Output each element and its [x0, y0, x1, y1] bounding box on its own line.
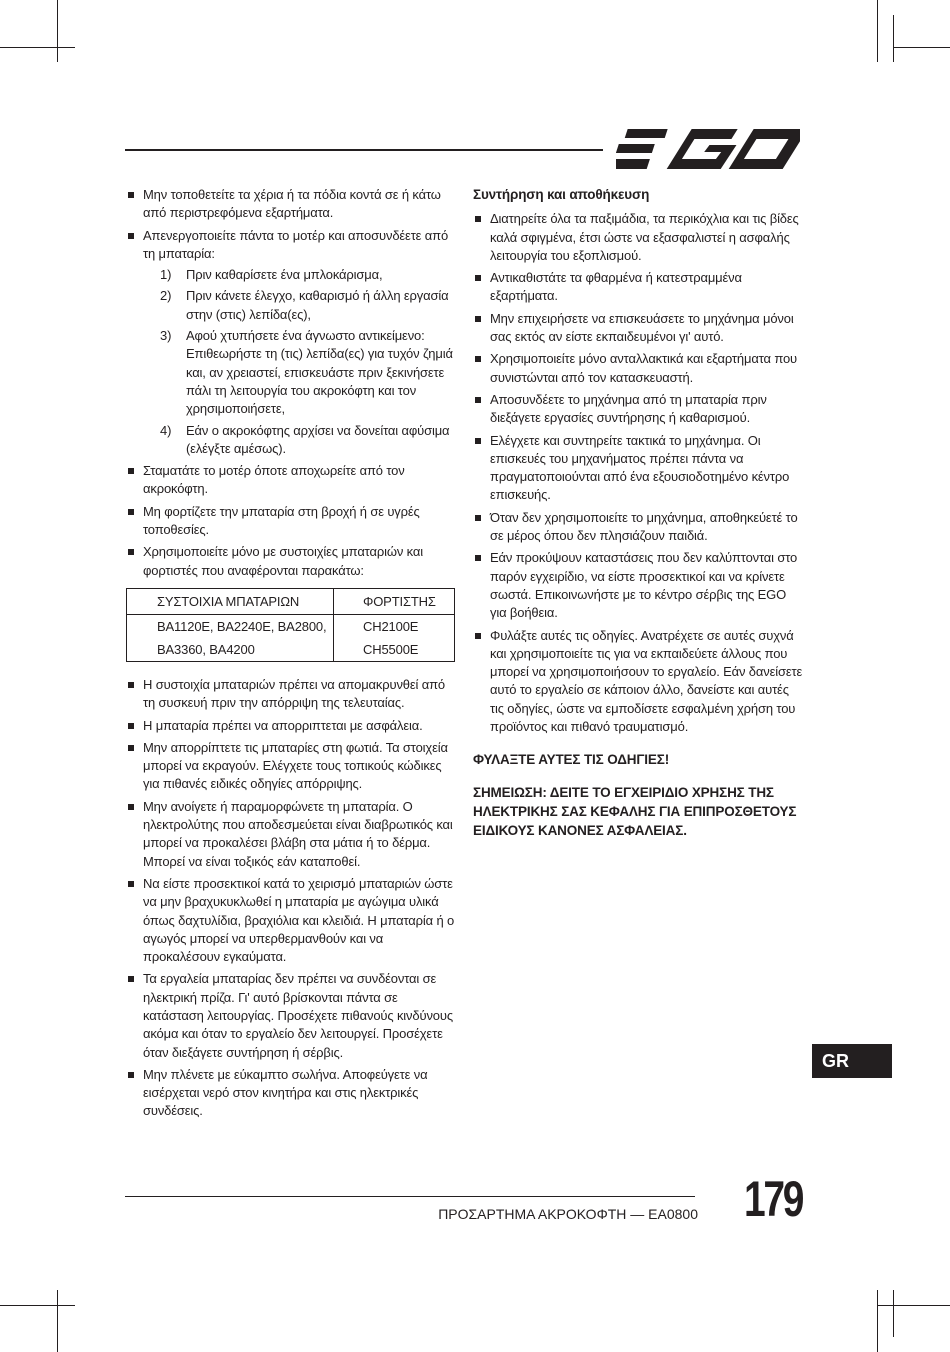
numbered-item-text: Αφού χτυπήσετε ένα άγνωστο αντικείμενο: Επιθεωρήστε τη (τις) λεπίδα(ες) για τυχόν ζημιά και, αν χρειαστεί, επισκευάστε πριν ξεκινήσετε πάλι τη λειτουργία του ακροκόφτη και τον χρησιμοποιήσετε, — [186, 328, 453, 417]
list-item — [126, 186, 458, 223]
list-item-text: Σταματάτε το μοτέρ όποτε αποχωρείτε από τον ακροκόφτη. — [143, 463, 405, 497]
battery-charger-table — [126, 588, 455, 662]
page-number: 179 — [744, 1171, 803, 1227]
list-item — [473, 509, 805, 546]
list-item-text: Φυλάξτε αυτές τις οδηγίες. Ανατρέχετε σε αυτές συχνά και χρησιμοποιείτε τις για να εκπαιδεύετε άλλους που μπορεί να χρησιμοποιήσουν το εργαλείο. Εάν δανείσετε αυτό το εργαλείο σε κάποιον άλλο, δανείστε και αυτές τις οδηγίες, ώστε να εμποδίσετε εσφαλμένη χρήση του προϊόντος και πιθανό τραυματισμό. — [490, 627, 803, 735]
crop-mark — [57, 0, 58, 62]
list-item — [126, 227, 458, 459]
list-item — [126, 717, 458, 735]
crop-mark — [877, 1290, 878, 1352]
battery-safety-list — [126, 676, 458, 1121]
crop-mark — [893, 47, 950, 48]
list-item-text: Χρησιμοποιείτε μόνο ανταλλακτικά και εξαρτήματα που συνιστώνται από τον κατασκευαστή. — [490, 351, 798, 385]
list-item-text: Τα εργαλεία μπαταρίας δεν πρέπει να συνδέονται σε ηλεκτρική πρίζα. Γι' αυτό βρίσκονται πάντα σε κατάσταση λειτουργίας. Προσέχετε πιθανούς κινδύνους ακόμα και όταν το εργαλείο δεν λειτουργεί. Προσέχετε όταν διεξάγετε συντήρηση ή σέρβις. — [143, 971, 453, 1060]
table-row — [127, 638, 455, 662]
list-item — [126, 739, 458, 794]
table-header-row — [127, 588, 455, 614]
footer-title: ΠΡΟΣΑΡΤΗΜΑ ΑΚΡΟΚΟΦΤΗ — EA0800 — [438, 1206, 698, 1222]
list-item-text: Μη φορτίζετε την μπαταρία στη βροχή ή σε υγρές τοποθεσίες. — [143, 503, 420, 538]
crop-mark — [877, 1305, 950, 1306]
list-item-text: Μην ανοίγετε ή παραμορφώνετε τη μπαταρία. Ο ηλεκτρολύτης που αποδεσμεύεται είναι διαβρωτικός και μπορεί να προκαλέσει βλάβη στα μάτια ή το δέρμα. Μπορεί να είναι τοξικός εάν καταποθεί. — [143, 798, 453, 869]
list-item-text: Η συστοιχία μπαταριών πρέπει να απομακρυνθεί από τη συσκευή πριν την απόρριψη της τελευταίας. — [143, 676, 446, 711]
table-header-cell: ΦΟΡΤΙΣΤΗΣ — [334, 588, 455, 614]
item-number: 1) — [160, 267, 172, 283]
numbered-item-text: Εάν ο ακροκόφτης αρχίσει να δονείται αφύσιμα (ελέγξτε αμέσως). — [186, 422, 450, 456]
crop-mark — [57, 1290, 58, 1352]
save-instructions-heading: ΦΥΛΑΞΤΕ ΑΥΤΕΣ ΤΙΣ ΟΔΗΓΙΕΣ! — [473, 752, 670, 768]
numbered-item-text: Πριν κάνετε έλεγχο, καθαρισμό ή άλλη εργασία στην (στις) λεπίδα(ες), — [186, 288, 449, 322]
numbered-item-text: Πριν καθαρίσετε ένα μπλοκάρισμα, — [186, 267, 383, 283]
crop-mark — [0, 1305, 75, 1306]
list-item-text: Μην πλένετε με εύκαμπτο σωλήνα. Αποφεύγετε να εισέρχεται νερό στον κινητήρα και στις ηλεκτρικές συνδέσεις. — [143, 1066, 428, 1119]
list-item — [473, 269, 805, 306]
table-cell: BA1120E, BA2240E, BA2800, — [127, 614, 334, 638]
list-item-text: Ελέγχετε και συντηρείτε τακτικά το μηχάνημα. Οι επισκευές του μηχανήματος πρέπει πάντα να πραγματοποιούνται από ένα εξουσιοδοτημένο κέντρο επισκευής. — [490, 432, 790, 503]
list-item — [473, 210, 805, 265]
list-item — [473, 549, 805, 622]
table-row — [127, 614, 455, 638]
numbered-list — [143, 266, 458, 458]
safety-list — [126, 186, 458, 580]
list-item-text: Αποσυνδέετε το μηχάνημα από τη μπαταρία πριν διεξάγετε εργασίες συντήρησης ή καθαρισμού. — [490, 391, 767, 426]
list-item-text: Μην επιχειρήσετε να επισκευάσετε το μηχάνημα μόνοι σας εκτός αν είστε εκπαιδευμένοι γι' αυτό. — [490, 310, 794, 345]
crop-mark — [893, 15, 894, 62]
crop-mark — [893, 1290, 894, 1337]
list-item — [126, 462, 458, 499]
table-cell: CH5500E — [363, 641, 419, 657]
list-item — [126, 798, 458, 871]
crop-mark — [0, 47, 75, 48]
list-item-text: Η μπαταρία πρέπει να απορριπτεται με ασφάλεια. — [143, 717, 423, 733]
list-item-text: Όταν δεν χρησιμοποιείτε το μηχάνημα, αποθηκεύετέ το σε μέρος όπου δεν πλησιάζουν παιδιά. — [490, 509, 798, 544]
list-item-text: Χρησιμοποιείτε μόνο με συστοιχίες μπαταριών και φορτιστές που αναφέρονται παρακάτω: — [143, 544, 423, 578]
crop-mark — [877, 0, 878, 62]
language-tab: GR — [812, 1044, 892, 1078]
list-item-text: Διατηρείτε όλα τα παξιμάδια, τα περικόχλια και τις βίδες καλά σφιγμένα, έτσι ώστε να εξασφαλιστεί η ασφαλής λειτουργία του εξοπλισμού. — [490, 211, 799, 263]
list-item-text: Μην τοποθετείτε τα χέρια ή τα πόδια κοντά σε ή κάτω από περιστρεφόμενα εξαρτήματα. — [143, 187, 441, 221]
numbered-item — [143, 266, 458, 284]
item-number: 2) — [160, 288, 172, 304]
list-item — [473, 627, 805, 737]
list-item — [473, 432, 805, 505]
list-item — [126, 970, 458, 1061]
list-item-text: Να είστε προσεκτικοί κατά το χειρισμό μπαταριών ώστε να μην βραχυκυκλωθεί η μπαταρία με αγώγιμα υλικά όπως δαχτυλίδια, βραχιόλια και κλειδιά. Η μπαταρία ή ο αγωγός μπορεί να υπερθερμανθούν και να προκαλέσουν εγκαύματα. — [143, 875, 455, 965]
table-cell: CH2100E — [363, 618, 419, 634]
item-number: 4) — [160, 422, 172, 438]
item-number: 3) — [160, 328, 172, 344]
list-item — [473, 310, 805, 347]
numbered-item — [143, 422, 458, 459]
list-item — [126, 503, 458, 540]
table-cell: BA3360, BA4200 — [127, 638, 334, 662]
list-item — [473, 350, 805, 387]
maintenance-list — [473, 210, 805, 736]
list-item — [126, 676, 458, 713]
list-item — [126, 1066, 458, 1121]
numbered-item — [143, 287, 458, 324]
ego-logo — [616, 128, 800, 170]
right-column — [473, 186, 805, 840]
list-item-text: Εάν προκύψουν καταστάσεις που δεν καλύπτονται στο παρόν εγχειρίδιο, να είστε προσεκτικοί και να κρίνετε σωστά. Επικοινωνήστε με το κέντρο σέρβις της EGO για βοήθεια. — [490, 550, 798, 621]
list-item-text: Αντικαθιστάτε τα φθαρμένα ή κατεστραμμένα εξαρτήματα. — [490, 270, 742, 304]
table-header-cell: ΣΥΣΤΟΙΧΙΑ ΜΠΑΤΑΡΙΩΝ — [127, 588, 334, 614]
list-item — [126, 875, 458, 966]
list-item — [126, 543, 458, 580]
numbered-item — [143, 327, 458, 418]
note-paragraph: ΣΗΜΕΙΩΣΗ: ΔΕΙΤΕ ΤΟ ΕΓΧΕΙΡΙΔΙΟ ΧΡΗΣΗΣ ΤΗΣ ΗΛΕΚΤΡΙΚΗΣ ΣΑΣ ΚΕΦΑΛΗΣ ΓΙΑ ΕΠΙΠΡΟΣΘΕΤΟΥΣ ΕΙΔΙΚΟΥΣ ΚΑΝΟΝΕΣ ΑΣΦΑΛΕΙΑΣ. — [473, 785, 797, 839]
footer-rule — [125, 1196, 695, 1197]
section-title: Συντήρηση και αποθήκευση — [473, 187, 650, 202]
list-item-text: Απενεργοποιείτε πάντα το μοτέρ και αποσυνδέετε από τη μπαταρία: — [143, 227, 449, 261]
list-item — [473, 391, 805, 428]
header-rule — [125, 149, 603, 151]
list-item-text: Μην απορρίπτετε τις μπαταρίες στη φωτιά. Τα στοιχεία μπορεί να εκραγούν. Ελέγχετε τους τοπικούς κώδικες για πιθανές ειδικές οδηγίες απόρριψης. — [143, 739, 448, 792]
left-column — [126, 186, 458, 1125]
